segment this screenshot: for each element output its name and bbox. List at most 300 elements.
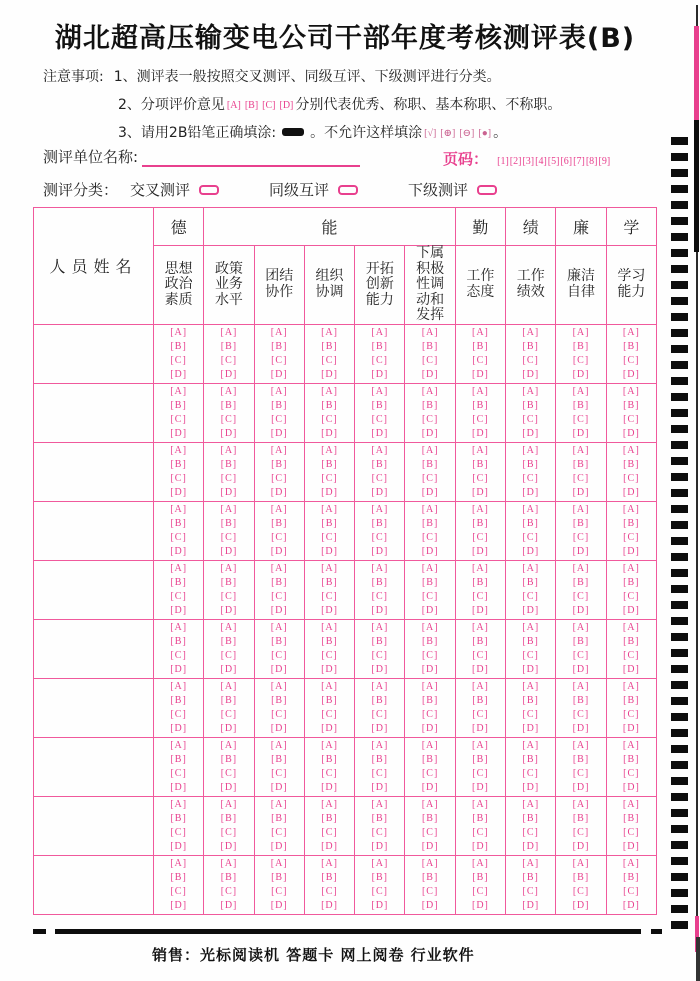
bubble-C-r2-c7[interactable]: [C] (472, 413, 489, 425)
bubble-B-r3-c2[interactable]: [B] (220, 458, 238, 470)
bubble-C-r10-c9[interactable]: [C] (572, 885, 590, 897)
bubble-C-r9-c7[interactable]: [C] (472, 826, 489, 838)
bubble-B-r8-c10[interactable]: [B] (623, 753, 640, 765)
bubble-A-r1-c2[interactable]: [A] (220, 326, 238, 338)
bubble-C-r2-c6[interactable]: [C] (421, 413, 439, 425)
bubble-B-r7-c7[interactable]: [B] (472, 694, 489, 706)
bubble-D-r9-c7[interactable]: [D] (471, 840, 489, 852)
bubble-C-r2-c4[interactable]: [C] (321, 413, 338, 425)
bubble-C-r6-c2[interactable]: [C] (220, 649, 238, 661)
bubble-A-r10-c8[interactable]: [A] (522, 857, 540, 869)
bubble-D-r9-c5[interactable]: [D] (371, 840, 389, 852)
bubble-B-r3-c4[interactable]: [B] (321, 458, 338, 470)
bubble-A-r7-c6[interactable]: [A] (421, 680, 439, 692)
bubble-D-r2-c3[interactable]: [D] (270, 427, 288, 439)
bubble-D-r5-c6[interactable]: [D] (421, 604, 439, 616)
bubble-C-r4-c7[interactable]: [C] (472, 531, 489, 543)
bubble-C-r5-c3[interactable]: [C] (271, 590, 288, 602)
bubble-A-r6-c3[interactable]: [A] (270, 621, 288, 633)
bubble-A-r6-c4[interactable]: [A] (321, 621, 338, 633)
bubble-A-r10-c9[interactable]: [A] (572, 857, 590, 869)
bubble-D-r10-c8[interactable]: [D] (522, 899, 540, 911)
bubble-D-r7-c1[interactable]: [D] (170, 722, 188, 734)
bubble-B-r1-c3[interactable]: [B] (271, 340, 288, 352)
bubble-D-r4-c1[interactable]: [D] (170, 545, 188, 557)
bubble-C-r1-c10[interactable]: [C] (623, 354, 640, 366)
bubble-D-r10-c3[interactable]: [D] (270, 899, 288, 911)
name-cell-row-10[interactable] (34, 855, 154, 914)
bubble-D-r5-c3[interactable]: [D] (270, 604, 288, 616)
bubble-C-r2-c8[interactable]: [C] (522, 413, 539, 425)
bubble-D-r1-c6[interactable]: [D] (421, 368, 439, 380)
bubble-C-r9-c2[interactable]: [C] (220, 826, 238, 838)
bubble-D-r1-c4[interactable]: [D] (321, 368, 338, 380)
bubble-D-r8-c6[interactable]: [D] (421, 781, 439, 793)
bubble-C-r10-c8[interactable]: [C] (522, 885, 539, 897)
bubble-A-r6-c7[interactable]: [A] (471, 621, 489, 633)
bubble-B-r9-c10[interactable]: [B] (623, 812, 640, 824)
bubble-B-r7-c4[interactable]: [B] (321, 694, 338, 706)
bubble-D-r4-c9[interactable]: [D] (572, 545, 590, 557)
bubble-B-r7-c10[interactable]: [B] (623, 694, 640, 706)
bubble-B-r9-c1[interactable]: [B] (170, 812, 187, 824)
bubble-B-r10-c1[interactable]: [B] (170, 871, 187, 883)
bubble-D-r1-c10[interactable]: [D] (622, 368, 640, 380)
bubble-C-r1-c8[interactable]: [C] (522, 354, 539, 366)
bubble-B-r4-c10[interactable]: [B] (623, 517, 640, 529)
bubble-A-r3-c6[interactable]: [A] (421, 444, 439, 456)
bubble-D-r7-c4[interactable]: [D] (321, 722, 338, 734)
bubble-D-r2-c8[interactable]: [D] (522, 427, 540, 439)
bubble-B-r5-c6[interactable]: [B] (421, 576, 439, 588)
bubble-D-r6-c3[interactable]: [D] (270, 663, 288, 675)
bubble-A-r8-c3[interactable]: [A] (270, 739, 288, 751)
bubble-A-r5-c3[interactable]: [A] (270, 562, 288, 574)
bubble-D-r9-c2[interactable]: [D] (220, 840, 238, 852)
bubble-A-r1-c7[interactable]: [A] (471, 326, 489, 338)
category-checkbox-1[interactable] (199, 185, 219, 195)
bubble-D-r10-c10[interactable]: [D] (622, 899, 640, 911)
name-cell-row-2[interactable] (34, 383, 154, 442)
bubble-A-r9-c4[interactable]: [A] (321, 798, 338, 810)
bubble-C-r7-c3[interactable]: [C] (271, 708, 288, 720)
bubble-D-r3-c4[interactable]: [D] (321, 486, 338, 498)
bubble-D-r7-c3[interactable]: [D] (270, 722, 288, 734)
bubble-B-r8-c7[interactable]: [B] (472, 753, 489, 765)
bubble-C-r5-c6[interactable]: [C] (421, 590, 439, 602)
bubble-A-r4-c4[interactable]: [A] (321, 503, 338, 515)
bubble-D-r9-c9[interactable]: [D] (572, 840, 590, 852)
bubble-C-r6-c7[interactable]: [C] (472, 649, 489, 661)
bubble-D-r3-c7[interactable]: [D] (471, 486, 489, 498)
bubble-D-r2-c7[interactable]: [D] (471, 427, 489, 439)
bubble-B-r7-c3[interactable]: [B] (271, 694, 288, 706)
bubble-A-r2-c3[interactable]: [A] (270, 385, 288, 397)
bubble-D-r9-c1[interactable]: [D] (170, 840, 188, 852)
bubble-B-r10-c7[interactable]: [B] (472, 871, 489, 883)
bubble-D-r2-c9[interactable]: [D] (572, 427, 590, 439)
bubble-A-r3-c4[interactable]: [A] (321, 444, 338, 456)
bubble-C-r8-c9[interactable]: [C] (572, 767, 590, 779)
bubble-C-r10-c10[interactable]: [C] (623, 885, 640, 897)
bubble-D-r8-c2[interactable]: [D] (220, 781, 238, 793)
bubble-B-r4-c5[interactable]: [B] (371, 517, 388, 529)
bubble-D-r8-c8[interactable]: [D] (522, 781, 540, 793)
bubble-A-r2-c7[interactable]: [A] (471, 385, 489, 397)
bubble-A-r1-c5[interactable]: [A] (371, 326, 389, 338)
bubble-A-r2-c6[interactable]: [A] (421, 385, 439, 397)
bubble-C-r4-c1[interactable]: [C] (170, 531, 187, 543)
bubble-A-r4-c2[interactable]: [A] (220, 503, 238, 515)
bubble-A-r2-c2[interactable]: [A] (220, 385, 238, 397)
bubble-C-r10-c7[interactable]: [C] (472, 885, 489, 897)
bubble-C-r9-c5[interactable]: [C] (371, 826, 388, 838)
bubble-B-r1-c1[interactable]: [B] (170, 340, 187, 352)
page-code-bubble-8[interactable]: [8] (585, 156, 598, 167)
bubble-B-r4-c1[interactable]: [B] (170, 517, 187, 529)
bubble-A-r9-c6[interactable]: [A] (421, 798, 439, 810)
bubble-A-r2-c10[interactable]: [A] (622, 385, 640, 397)
bubble-D-r7-c5[interactable]: [D] (371, 722, 389, 734)
bubble-B-r10-c9[interactable]: [B] (572, 871, 590, 883)
bubble-B-r8-c1[interactable]: [B] (170, 753, 187, 765)
bubble-C-r10-c4[interactable]: [C] (321, 885, 338, 897)
bubble-B-r8-c4[interactable]: [B] (321, 753, 338, 765)
bubble-B-r3-c6[interactable]: [B] (421, 458, 439, 470)
page-code-bubble-6[interactable]: [6] (560, 156, 573, 167)
bubble-A-r9-c2[interactable]: [A] (220, 798, 238, 810)
bubble-C-r6-c5[interactable]: [C] (371, 649, 388, 661)
bubble-A-r5-c7[interactable]: [A] (471, 562, 489, 574)
category-checkbox-2[interactable] (338, 185, 358, 195)
name-cell-row-4[interactable] (34, 501, 154, 560)
bubble-D-r3-c6[interactable]: [D] (421, 486, 439, 498)
bubble-A-r7-c10[interactable]: [A] (622, 680, 640, 692)
bubble-B-r2-c5[interactable]: [B] (371, 399, 388, 411)
bubble-A-r7-c5[interactable]: [A] (371, 680, 389, 692)
bubble-D-r7-c2[interactable]: [D] (220, 722, 238, 734)
bubble-D-r6-c2[interactable]: [D] (220, 663, 238, 675)
bubble-C-r4-c6[interactable]: [C] (421, 531, 439, 543)
bubble-C-r3-c8[interactable]: [C] (522, 472, 539, 484)
bubble-A-r5-c1[interactable]: [A] (170, 562, 188, 574)
bubble-C-r9-c10[interactable]: [C] (623, 826, 640, 838)
bubble-B-r3-c9[interactable]: [B] (572, 458, 590, 470)
bubble-D-r7-c9[interactable]: [D] (572, 722, 590, 734)
bubble-C-r7-c2[interactable]: [C] (220, 708, 238, 720)
bubble-C-r9-c6[interactable]: [C] (421, 826, 439, 838)
bubble-B-r5-c8[interactable]: [B] (522, 576, 539, 588)
bubble-B-r4-c9[interactable]: [B] (572, 517, 590, 529)
bubble-B-r1-c10[interactable]: [B] (623, 340, 640, 352)
bubble-B-r9-c6[interactable]: [B] (421, 812, 439, 824)
bubble-D-r10-c7[interactable]: [D] (471, 899, 489, 911)
bubble-B-r2-c7[interactable]: [B] (472, 399, 489, 411)
bubble-B-r3-c10[interactable]: [B] (623, 458, 640, 470)
bubble-B-r8-c2[interactable]: [B] (220, 753, 238, 765)
bubble-A-r8-c5[interactable]: [A] (371, 739, 389, 751)
bubble-A-r6-c8[interactable]: [A] (522, 621, 540, 633)
bubble-A-r4-c10[interactable]: [A] (622, 503, 640, 515)
bubble-D-r5-c1[interactable]: [D] (170, 604, 188, 616)
bubble-C-r5-c2[interactable]: [C] (220, 590, 238, 602)
bubble-B-r6-c7[interactable]: [B] (472, 635, 489, 647)
bubble-B-r3-c1[interactable]: [B] (170, 458, 187, 470)
bubble-A-r2-c1[interactable]: [A] (170, 385, 188, 397)
name-cell-row-1[interactable] (34, 324, 154, 383)
bubble-C-r8-c4[interactable]: [C] (321, 767, 338, 779)
bubble-B-r5-c3[interactable]: [B] (271, 576, 288, 588)
bubble-D-r9-c3[interactable]: [D] (270, 840, 288, 852)
bubble-C-r4-c9[interactable]: [C] (572, 531, 590, 543)
bubble-A-r9-c3[interactable]: [A] (270, 798, 288, 810)
bubble-C-r8-c7[interactable]: [C] (472, 767, 489, 779)
bubble-C-r8-c2[interactable]: [C] (220, 767, 238, 779)
bubble-C-r3-c2[interactable]: [C] (220, 472, 238, 484)
bubble-C-r10-c3[interactable]: [C] (271, 885, 288, 897)
bubble-D-r10-c9[interactable]: [D] (572, 899, 590, 911)
bubble-A-r6-c2[interactable]: [A] (220, 621, 238, 633)
bubble-B-r3-c8[interactable]: [B] (522, 458, 539, 470)
bubble-B-r4-c4[interactable]: [B] (321, 517, 338, 529)
bubble-C-r7-c5[interactable]: [C] (371, 708, 388, 720)
bubble-C-r8-c10[interactable]: [C] (623, 767, 640, 779)
bubble-C-r6-c3[interactable]: [C] (271, 649, 288, 661)
bubble-A-r6-c5[interactable]: [A] (371, 621, 389, 633)
bubble-A-r2-c8[interactable]: [A] (522, 385, 540, 397)
bubble-B-r6-c3[interactable]: [B] (271, 635, 288, 647)
bubble-C-r10-c2[interactable]: [C] (220, 885, 238, 897)
bubble-C-r2-c1[interactable]: [C] (170, 413, 187, 425)
bubble-D-r3-c8[interactable]: [D] (522, 486, 540, 498)
bubble-C-r2-c2[interactable]: [C] (220, 413, 238, 425)
bubble-C-r3-c10[interactable]: [C] (623, 472, 640, 484)
unit-name-input[interactable] (142, 149, 360, 167)
bubble-C-r1-c4[interactable]: [C] (321, 354, 338, 366)
bubble-A-r7-c1[interactable]: [A] (170, 680, 188, 692)
bubble-C-r8-c5[interactable]: [C] (371, 767, 388, 779)
bubble-B-r10-c8[interactable]: [B] (522, 871, 539, 883)
bubble-B-r6-c10[interactable]: [B] (623, 635, 640, 647)
bubble-C-r2-c10[interactable]: [C] (623, 413, 640, 425)
bubble-C-r6-c8[interactable]: [C] (522, 649, 539, 661)
bubble-A-r8-c7[interactable]: [A] (471, 739, 489, 751)
bubble-D-r4-c7[interactable]: [D] (471, 545, 489, 557)
bubble-D-r9-c10[interactable]: [D] (622, 840, 640, 852)
bubble-A-r6-c9[interactable]: [A] (572, 621, 590, 633)
bubble-B-r2-c1[interactable]: [B] (170, 399, 187, 411)
bubble-B-r9-c3[interactable]: [B] (271, 812, 288, 824)
bubble-C-r1-c2[interactable]: [C] (220, 354, 238, 366)
bubble-D-r1-c5[interactable]: [D] (371, 368, 389, 380)
bubble-C-r8-c8[interactable]: [C] (522, 767, 539, 779)
bubble-D-r5-c8[interactable]: [D] (522, 604, 540, 616)
bubble-C-r6-c10[interactable]: [C] (623, 649, 640, 661)
bubble-D-r8-c3[interactable]: [D] (270, 781, 288, 793)
bubble-C-r8-c6[interactable]: [C] (421, 767, 439, 779)
bubble-D-r10-c2[interactable]: [D] (220, 899, 238, 911)
bubble-B-r9-c2[interactable]: [B] (220, 812, 238, 824)
bubble-B-r3-c5[interactable]: [B] (371, 458, 388, 470)
bubble-D-r6-c7[interactable]: [D] (471, 663, 489, 675)
bubble-C-r3-c5[interactable]: [C] (371, 472, 388, 484)
bubble-D-r5-c7[interactable]: [D] (471, 604, 489, 616)
bubble-A-r2-c4[interactable]: [A] (321, 385, 338, 397)
bubble-D-r1-c8[interactable]: [D] (522, 368, 540, 380)
bubble-C-r9-c8[interactable]: [C] (522, 826, 539, 838)
bubble-B-r10-c3[interactable]: [B] (271, 871, 288, 883)
bubble-D-r9-c8[interactable]: [D] (522, 840, 540, 852)
bubble-D-r3-c9[interactable]: [D] (572, 486, 590, 498)
bubble-A-r10-c6[interactable]: [A] (421, 857, 439, 869)
bubble-A-r5-c8[interactable]: [A] (522, 562, 540, 574)
bubble-A-r9-c5[interactable]: [A] (371, 798, 389, 810)
bubble-B-r4-c2[interactable]: [B] (220, 517, 238, 529)
bubble-D-r10-c5[interactable]: [D] (371, 899, 389, 911)
bubble-A-r3-c3[interactable]: [A] (270, 444, 288, 456)
bubble-C-r9-c4[interactable]: [C] (321, 826, 338, 838)
bubble-A-r4-c8[interactable]: [A] (522, 503, 540, 515)
bubble-C-r9-c3[interactable]: [C] (271, 826, 288, 838)
page-code-bubble-1[interactable]: [1] (497, 156, 509, 167)
bubble-C-r1-c7[interactable]: [C] (472, 354, 489, 366)
bubble-B-r10-c2[interactable]: [B] (220, 871, 238, 883)
bubble-D-r2-c2[interactable]: [D] (220, 427, 238, 439)
bubble-C-r2-c3[interactable]: [C] (271, 413, 288, 425)
bubble-B-r7-c2[interactable]: [B] (220, 694, 238, 706)
bubble-C-r5-c4[interactable]: [C] (321, 590, 338, 602)
bubble-C-r10-c5[interactable]: [C] (371, 885, 388, 897)
name-cell-row-3[interactable] (34, 442, 154, 501)
bubble-A-r6-c1[interactable]: [A] (170, 621, 188, 633)
bubble-A-r8-c2[interactable]: [A] (220, 739, 238, 751)
bubble-A-r4-c5[interactable]: [A] (371, 503, 389, 515)
bubble-A-r8-c6[interactable]: [A] (421, 739, 439, 751)
bubble-B-r5-c1[interactable]: [B] (170, 576, 187, 588)
bubble-A-r5-c2[interactable]: [A] (220, 562, 238, 574)
bubble-A-r1-c6[interactable]: [A] (421, 326, 439, 338)
bubble-D-r8-c10[interactable]: [D] (622, 781, 640, 793)
bubble-D-r4-c2[interactable]: [D] (220, 545, 238, 557)
bubble-C-r4-c8[interactable]: [C] (522, 531, 539, 543)
bubble-D-r10-c1[interactable]: [D] (170, 899, 188, 911)
bubble-C-r4-c2[interactable]: [C] (220, 531, 238, 543)
page-code-bubble-2[interactable]: [2] (509, 156, 522, 167)
bubble-B-r7-c5[interactable]: [B] (371, 694, 388, 706)
bubble-A-r8-c10[interactable]: [A] (622, 739, 640, 751)
bubble-A-r5-c9[interactable]: [A] (572, 562, 590, 574)
bubble-B-r4-c8[interactable]: [B] (522, 517, 539, 529)
bubble-B-r3-c3[interactable]: [B] (271, 458, 288, 470)
bubble-D-r6-c9[interactable]: [D] (572, 663, 590, 675)
bubble-C-r9-c1[interactable]: [C] (170, 826, 187, 838)
bubble-A-r3-c9[interactable]: [A] (572, 444, 590, 456)
bubble-B-r5-c10[interactable]: [B] (623, 576, 640, 588)
bubble-B-r9-c5[interactable]: [B] (371, 812, 388, 824)
bubble-C-r3-c7[interactable]: [C] (472, 472, 489, 484)
bubble-C-r5-c10[interactable]: [C] (623, 590, 640, 602)
bubble-C-r4-c4[interactable]: [C] (321, 531, 338, 543)
bubble-B-r8-c9[interactable]: [B] (572, 753, 590, 765)
bubble-D-r2-c10[interactable]: [D] (622, 427, 640, 439)
bubble-A-r2-c5[interactable]: [A] (371, 385, 389, 397)
bubble-C-r5-c1[interactable]: [C] (170, 590, 187, 602)
bubble-C-r8-c3[interactable]: [C] (271, 767, 288, 779)
bubble-A-r4-c1[interactable]: [A] (170, 503, 188, 515)
bubble-A-r1-c10[interactable]: [A] (622, 326, 640, 338)
bubble-A-r10-c10[interactable]: [A] (622, 857, 640, 869)
bubble-C-r1-c3[interactable]: [C] (271, 354, 288, 366)
bubble-A-r3-c1[interactable]: [A] (170, 444, 188, 456)
bubble-A-r10-c5[interactable]: [A] (371, 857, 389, 869)
bubble-C-r5-c9[interactable]: [C] (572, 590, 590, 602)
bubble-C-r4-c5[interactable]: [C] (371, 531, 388, 543)
bubble-D-r8-c4[interactable]: [D] (321, 781, 338, 793)
bubble-D-r1-c9[interactable]: [D] (572, 368, 590, 380)
bubble-D-r7-c10[interactable]: [D] (622, 722, 640, 734)
bubble-C-r6-c4[interactable]: [C] (321, 649, 338, 661)
bubble-D-r4-c5[interactable]: [D] (371, 545, 389, 557)
bubble-A-r9-c9[interactable]: [A] (572, 798, 590, 810)
bubble-D-r4-c8[interactable]: [D] (522, 545, 540, 557)
bubble-B-r6-c5[interactable]: [B] (371, 635, 388, 647)
bubble-A-r4-c9[interactable]: [A] (572, 503, 590, 515)
bubble-A-r9-c10[interactable]: [A] (622, 798, 640, 810)
page-code-bubble-4[interactable]: [4] (535, 156, 547, 167)
bubble-B-r7-c8[interactable]: [B] (522, 694, 539, 706)
bubble-C-r3-c1[interactable]: [C] (170, 472, 187, 484)
bubble-D-r8-c5[interactable]: [D] (371, 781, 389, 793)
bubble-D-r5-c2[interactable]: [D] (220, 604, 238, 616)
bubble-B-r1-c8[interactable]: [B] (522, 340, 539, 352)
bubble-B-r7-c1[interactable]: [B] (170, 694, 187, 706)
bubble-B-r4-c3[interactable]: [B] (271, 517, 288, 529)
bubble-C-r3-c3[interactable]: [C] (271, 472, 288, 484)
bubble-C-r7-c1[interactable]: [C] (170, 708, 187, 720)
bubble-D-r7-c6[interactable]: [D] (421, 722, 439, 734)
bubble-A-r9-c7[interactable]: [A] (471, 798, 489, 810)
bubble-C-r7-c10[interactable]: [C] (623, 708, 640, 720)
bubble-D-r6-c5[interactable]: [D] (371, 663, 389, 675)
bubble-C-r10-c1[interactable]: [C] (170, 885, 187, 897)
bubble-C-r5-c8[interactable]: [C] (522, 590, 539, 602)
bubble-C-r1-c9[interactable]: [C] (572, 354, 590, 366)
bubble-B-r9-c4[interactable]: [B] (321, 812, 338, 824)
bubble-D-r3-c10[interactable]: [D] (622, 486, 640, 498)
bubble-B-r5-c2[interactable]: [B] (220, 576, 238, 588)
bubble-D-r3-c2[interactable]: [D] (220, 486, 238, 498)
bubble-D-r2-c4[interactable]: [D] (321, 427, 338, 439)
bubble-C-r1-c1[interactable]: [C] (170, 354, 187, 366)
bubble-D-r4-c3[interactable]: [D] (270, 545, 288, 557)
bubble-D-r6-c6[interactable]: [D] (421, 663, 439, 675)
page-code-bubble-5[interactable]: [5] (547, 156, 560, 167)
bubble-B-r2-c8[interactable]: [B] (522, 399, 539, 411)
bubble-B-r2-c3[interactable]: [B] (271, 399, 288, 411)
bubble-D-r2-c5[interactable]: [D] (371, 427, 389, 439)
bubble-B-r3-c7[interactable]: [B] (472, 458, 489, 470)
bubble-D-r1-c2[interactable]: [D] (220, 368, 238, 380)
bubble-C-r4-c3[interactable]: [C] (271, 531, 288, 543)
bubble-B-r2-c6[interactable]: [B] (421, 399, 439, 411)
bubble-B-r1-c4[interactable]: [B] (321, 340, 338, 352)
bubble-B-r1-c6[interactable]: [B] (421, 340, 439, 352)
bubble-D-r5-c5[interactable]: [D] (371, 604, 389, 616)
bubble-B-r5-c4[interactable]: [B] (321, 576, 338, 588)
bubble-C-r7-c7[interactable]: [C] (472, 708, 489, 720)
bubble-B-r4-c7[interactable]: [B] (472, 517, 489, 529)
bubble-A-r3-c5[interactable]: [A] (371, 444, 389, 456)
